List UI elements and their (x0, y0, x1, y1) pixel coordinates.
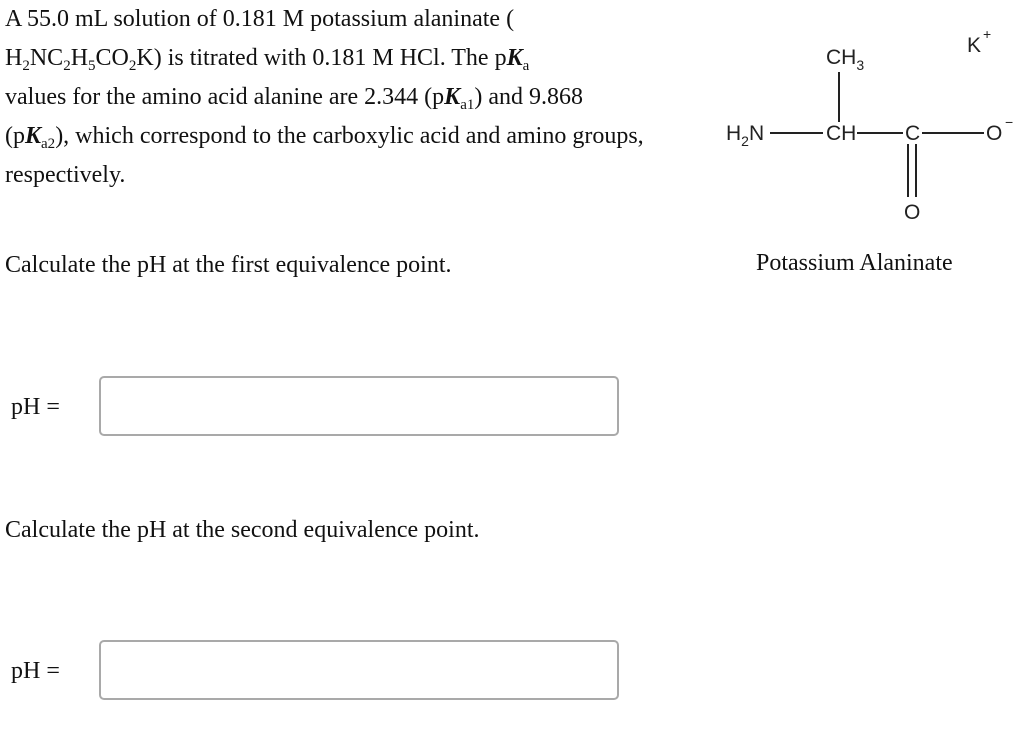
problem-statement (5, 0, 645, 195)
and-text: ) and 9.868 (474, 84, 584, 110)
ka2-subscript: a2 (41, 136, 56, 152)
closing-text: ), which correspond to the carboxylic acid and amino groups, respectively. (5, 123, 644, 188)
ph-label-1: pH = (11, 394, 60, 420)
ph-label-2: pH = (11, 658, 60, 684)
carboxylate-oxygen-label: O (986, 122, 1003, 145)
potassium-alaninate-structure (700, 20, 1024, 240)
formula-subscript: 2 (63, 58, 71, 74)
ph-answer-input-1[interactable] (99, 376, 619, 436)
ka2-symbol: K (25, 123, 42, 149)
carboxyl-carbon-label: C (905, 122, 921, 145)
question-2-text: Calculate the pH at the second equivalence point. (5, 517, 480, 543)
ka-subscript: a (522, 58, 530, 74)
formula-potassium-alaninate (5, 45, 154, 74)
carboxylate-charge: − (1005, 114, 1014, 130)
formula-subscript: 5 (88, 58, 96, 74)
ph-answer-input-2[interactable] (99, 640, 619, 700)
alpha-carbon-label: CH (826, 122, 857, 145)
formula-part: CO (95, 45, 129, 71)
formula-part: H (70, 45, 89, 71)
question-1-text: Calculate the pH at the first equivalence point. (5, 252, 452, 278)
intro-text: A 55.0 mL solution of 0.181 M potassium alaninate ( (5, 6, 515, 32)
amino-group-label: $H_2N$ (726, 122, 765, 149)
formula-part: H (5, 45, 23, 71)
structure-diagram (700, 20, 1024, 240)
titration-text: ) is titrated with 0.181 M HCl. The p (153, 45, 507, 71)
values-text: values for the amino acid alanine are 2.344 (p (5, 84, 445, 110)
carbonyl-oxygen-label: O (904, 201, 921, 224)
open-paren-text: (p (5, 123, 25, 149)
problem-text (5, 0, 645, 195)
formula-part: NC (29, 45, 64, 71)
ka-symbol: K (506, 45, 523, 71)
potassium-ion-label: K (967, 34, 982, 57)
ka1-symbol: K (444, 84, 461, 110)
potassium-charge: + (983, 26, 992, 42)
methyl-label: $CH_3$ (826, 46, 865, 73)
formula-subscript: 2 (128, 58, 137, 74)
ka1-subscript: a1 (460, 97, 475, 113)
formula-subscript: 2 (22, 58, 30, 74)
structure-caption: Potassium Alaninate (756, 250, 953, 276)
formula-part: K (136, 45, 154, 71)
